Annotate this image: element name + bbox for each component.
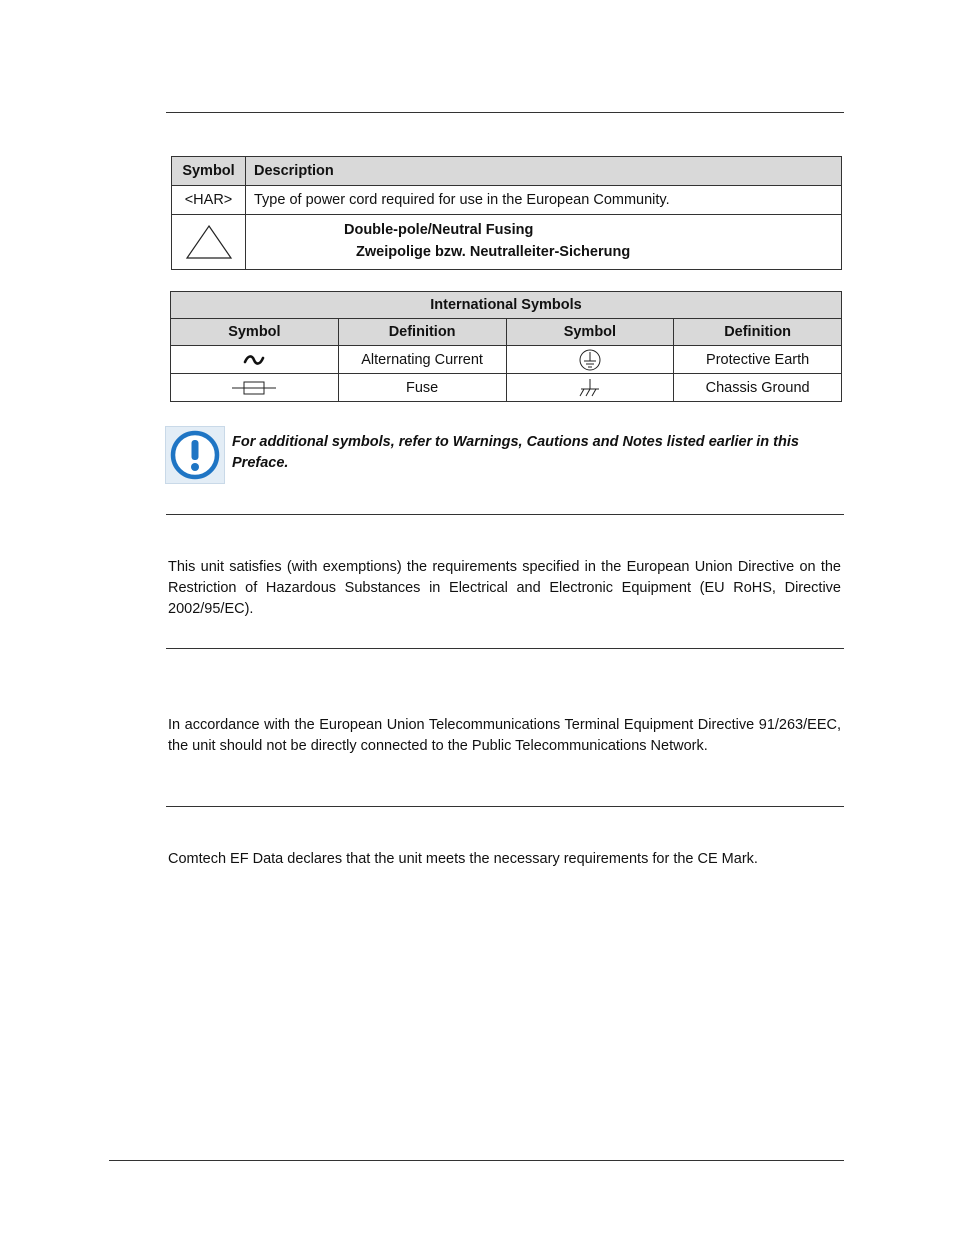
column-header-description: Description (246, 157, 842, 186)
telecom-paragraph: In accordance with the European Union Telecommunications Terminal Equipment Directive 91/263/EEC, the unit should not be directly connected to the Public Telecommunications Network. (168, 717, 841, 754)
table-row (172, 215, 842, 270)
description-har: Type of power cord required for use in the European Community. (246, 186, 842, 215)
table-caption-row (171, 292, 842, 319)
note-box (165, 426, 845, 484)
definition-cell: Chassis Ground (674, 374, 842, 402)
fusing-english: Double-pole/Neutral Fusing (344, 222, 534, 238)
column-header-symbol: Symbol (172, 157, 246, 186)
table-row (171, 374, 842, 402)
section-divider-top (166, 112, 844, 113)
column-header-definition: Definition (674, 319, 842, 346)
symbol-cell (172, 215, 246, 270)
column-header-symbol: Symbol (506, 319, 674, 346)
alternating-current-icon (243, 354, 265, 366)
column-header-symbol: Symbol (171, 319, 339, 346)
icon-frame (165, 426, 225, 484)
chassis-ground-icon (578, 378, 602, 398)
section-divider (166, 648, 844, 649)
description-fusing (246, 215, 842, 270)
ce-paragraph: Comtech EF Data declares that the unit meets the necessary requirements for the CE Mark. (168, 851, 758, 867)
definition-cell: Protective Earth (674, 346, 842, 374)
definition-cell: Alternating Current (338, 346, 506, 374)
table-row (172, 186, 842, 215)
fuse-icon (232, 381, 276, 395)
symbol-cell (506, 374, 674, 402)
symbol-cell (171, 374, 339, 402)
protective-earth-icon (579, 349, 601, 371)
table-header-row (171, 319, 842, 346)
note-text: For additional symbols, refer to Warnings, Cautions and Notes listed earlier in this Preface. (232, 434, 799, 471)
important-info-icon (166, 427, 224, 483)
column-header-definition: Definition (338, 319, 506, 346)
symbols-table (171, 156, 842, 270)
table-caption: International Symbols (171, 292, 842, 319)
table-row (171, 346, 842, 374)
section-divider (166, 806, 844, 807)
fusing-german: Zweipolige bzw. Neutralleiter-Sicherung (356, 244, 631, 260)
warning-triangle-icon (185, 224, 233, 260)
symbol-har: <HAR> (172, 186, 246, 215)
international-symbols-table (170, 291, 842, 402)
rohs-paragraph: This unit satisfies (with exemptions) the requirements specified in the European Union Directive on the Restriction of Hazardous Substances in Electrical and Electronic Equipment (EU RoHS, Directive 2002/95/EC). (168, 559, 841, 617)
symbol-cell (506, 346, 674, 374)
definition-cell: Fuse (338, 374, 506, 402)
symbol-cell (171, 346, 339, 374)
footer-divider (109, 1160, 844, 1161)
table-header-row (172, 157, 842, 186)
section-divider (166, 514, 844, 515)
